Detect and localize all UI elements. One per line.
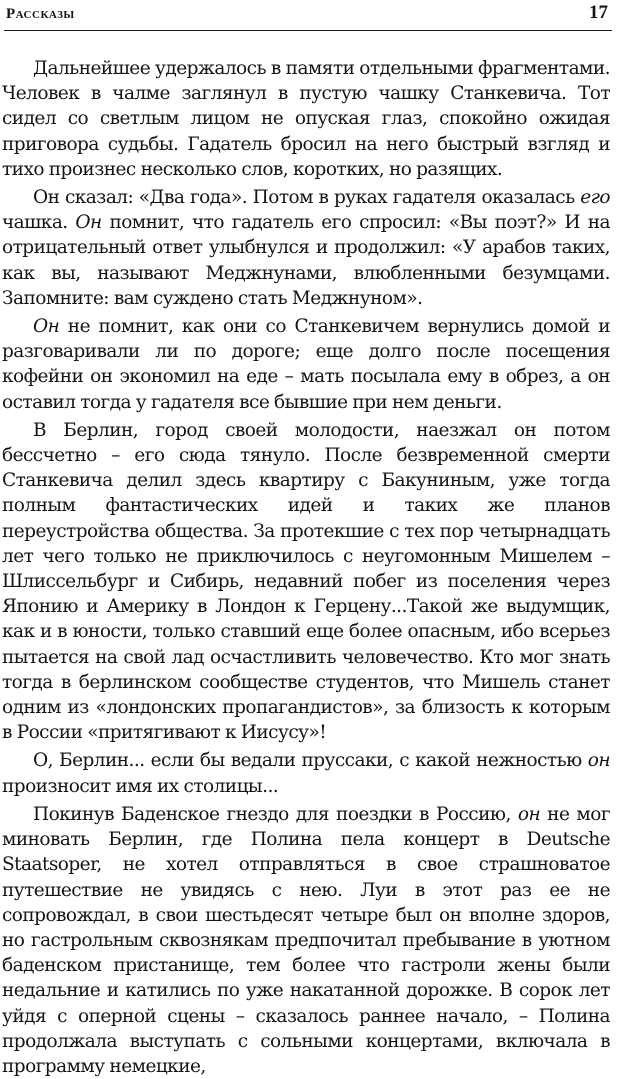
text-segment: Он сказал: «Два года». Потом в руках гадателя оказалась — [33, 187, 581, 209]
italic-text-segment: его — [580, 187, 610, 209]
italic-text-segment: он — [587, 750, 610, 772]
text-segment: О, Берлин... если бы ведали пруссаки, с какой нежностью — [33, 750, 588, 772]
text-segment: не помнит, как они со Станкевичем вернулись домой и разговаривали ли по дороге; еще долго после посещения кофейни он экономил на еде – мать посылала ему в обрез, а он оставил тогда у гадателя все бывшие при нем деньги. — [2, 316, 610, 413]
paragraph — [2, 56, 610, 182]
header-divider — [4, 30, 612, 31]
italic-text-segment: Он — [75, 212, 102, 234]
italic-text-segment: он — [517, 803, 541, 825]
running-title: Рассказы — [6, 6, 75, 22]
italic-text-segment: Он — [33, 316, 60, 338]
text-body — [2, 56, 610, 1079]
text-segment: Покинув Баденское гнездо для поездки в Россию, — [33, 803, 518, 825]
paragraph — [2, 418, 610, 746]
page-header — [6, 2, 608, 28]
paragraph — [2, 314, 610, 415]
paragraph — [2, 748, 610, 798]
text-segment: помнит, что гадатель его спросил: «Вы поэт?» И на отрицательный ответ улыбнулся и продолжил: «У арабов таких, как вы, называют Меджнунами, влюбленными безумцами. Запомните: вам суждено стать Меджнуном». — [2, 212, 610, 309]
page-number: 17 — [589, 2, 608, 23]
text-segment: чашка. — [2, 212, 76, 234]
paragraph — [2, 802, 610, 1079]
text-segment: произносит имя их столицы... — [2, 775, 279, 797]
paragraph — [2, 185, 610, 311]
text-segment: не мог миновать Берлин, где Полина пела концерт в Deutsche Staatsoper, не хотел отправляться в свое страшноватое путешествие не увидясь с нею. Луи в этот раз ее не сопровождал, в свои шестьдесят четыре был он вполне здоров, но гастрольным сквознякам предпочитал пребывание в уютном баденском пристанище, тем более что гастроли жены были недальние и катились по уже накатанной дорожке. В сорок лет уйдя с оперной сцены – сказалось раннее начало, – Полина продолжала выступать с сольными концертами, включала в программу немецкие, — [2, 803, 610, 1077]
text-segment: Дальнейшее удержалось в памяти отдельными фрагментами. Человек в чалме заглянул в пустую чашку Станкевича. Тот сидел со светлым лицом не опуская глаз, спокойно ожидая приговора судьбы. Гадатель бросил на него быстрый взгляд и тихо произнес несколько слов, коротких, но разящих. — [2, 58, 610, 180]
text-segment: В Берлин, город своей молодости, наезжал он потом бессчетно – его сюда тянуло. После безвременной смерти Станкевича делил здесь квартиру с Бакуниным, уже тогда полным фантастических идей и таких же планов переустройства общества. За протекшие с тех пор четырнадцать лет чего только не приключилось с неугомонным Мишелем – Шлиссельбург и Сибирь, недавний побег из поселения через Японию и Америку в Лондон к Герцену...Такой же выдумщик, как и в юности, только ставший еще более опасным, ибо всерьез пытается на свой лад осчастливить человечество. Кто мог знать тогда в берлинском сообществе студентов, что Мишель станет одним из «лондонских пропагандистов», за близость к которым в России «притягивают к Иисусу»! — [2, 419, 610, 744]
